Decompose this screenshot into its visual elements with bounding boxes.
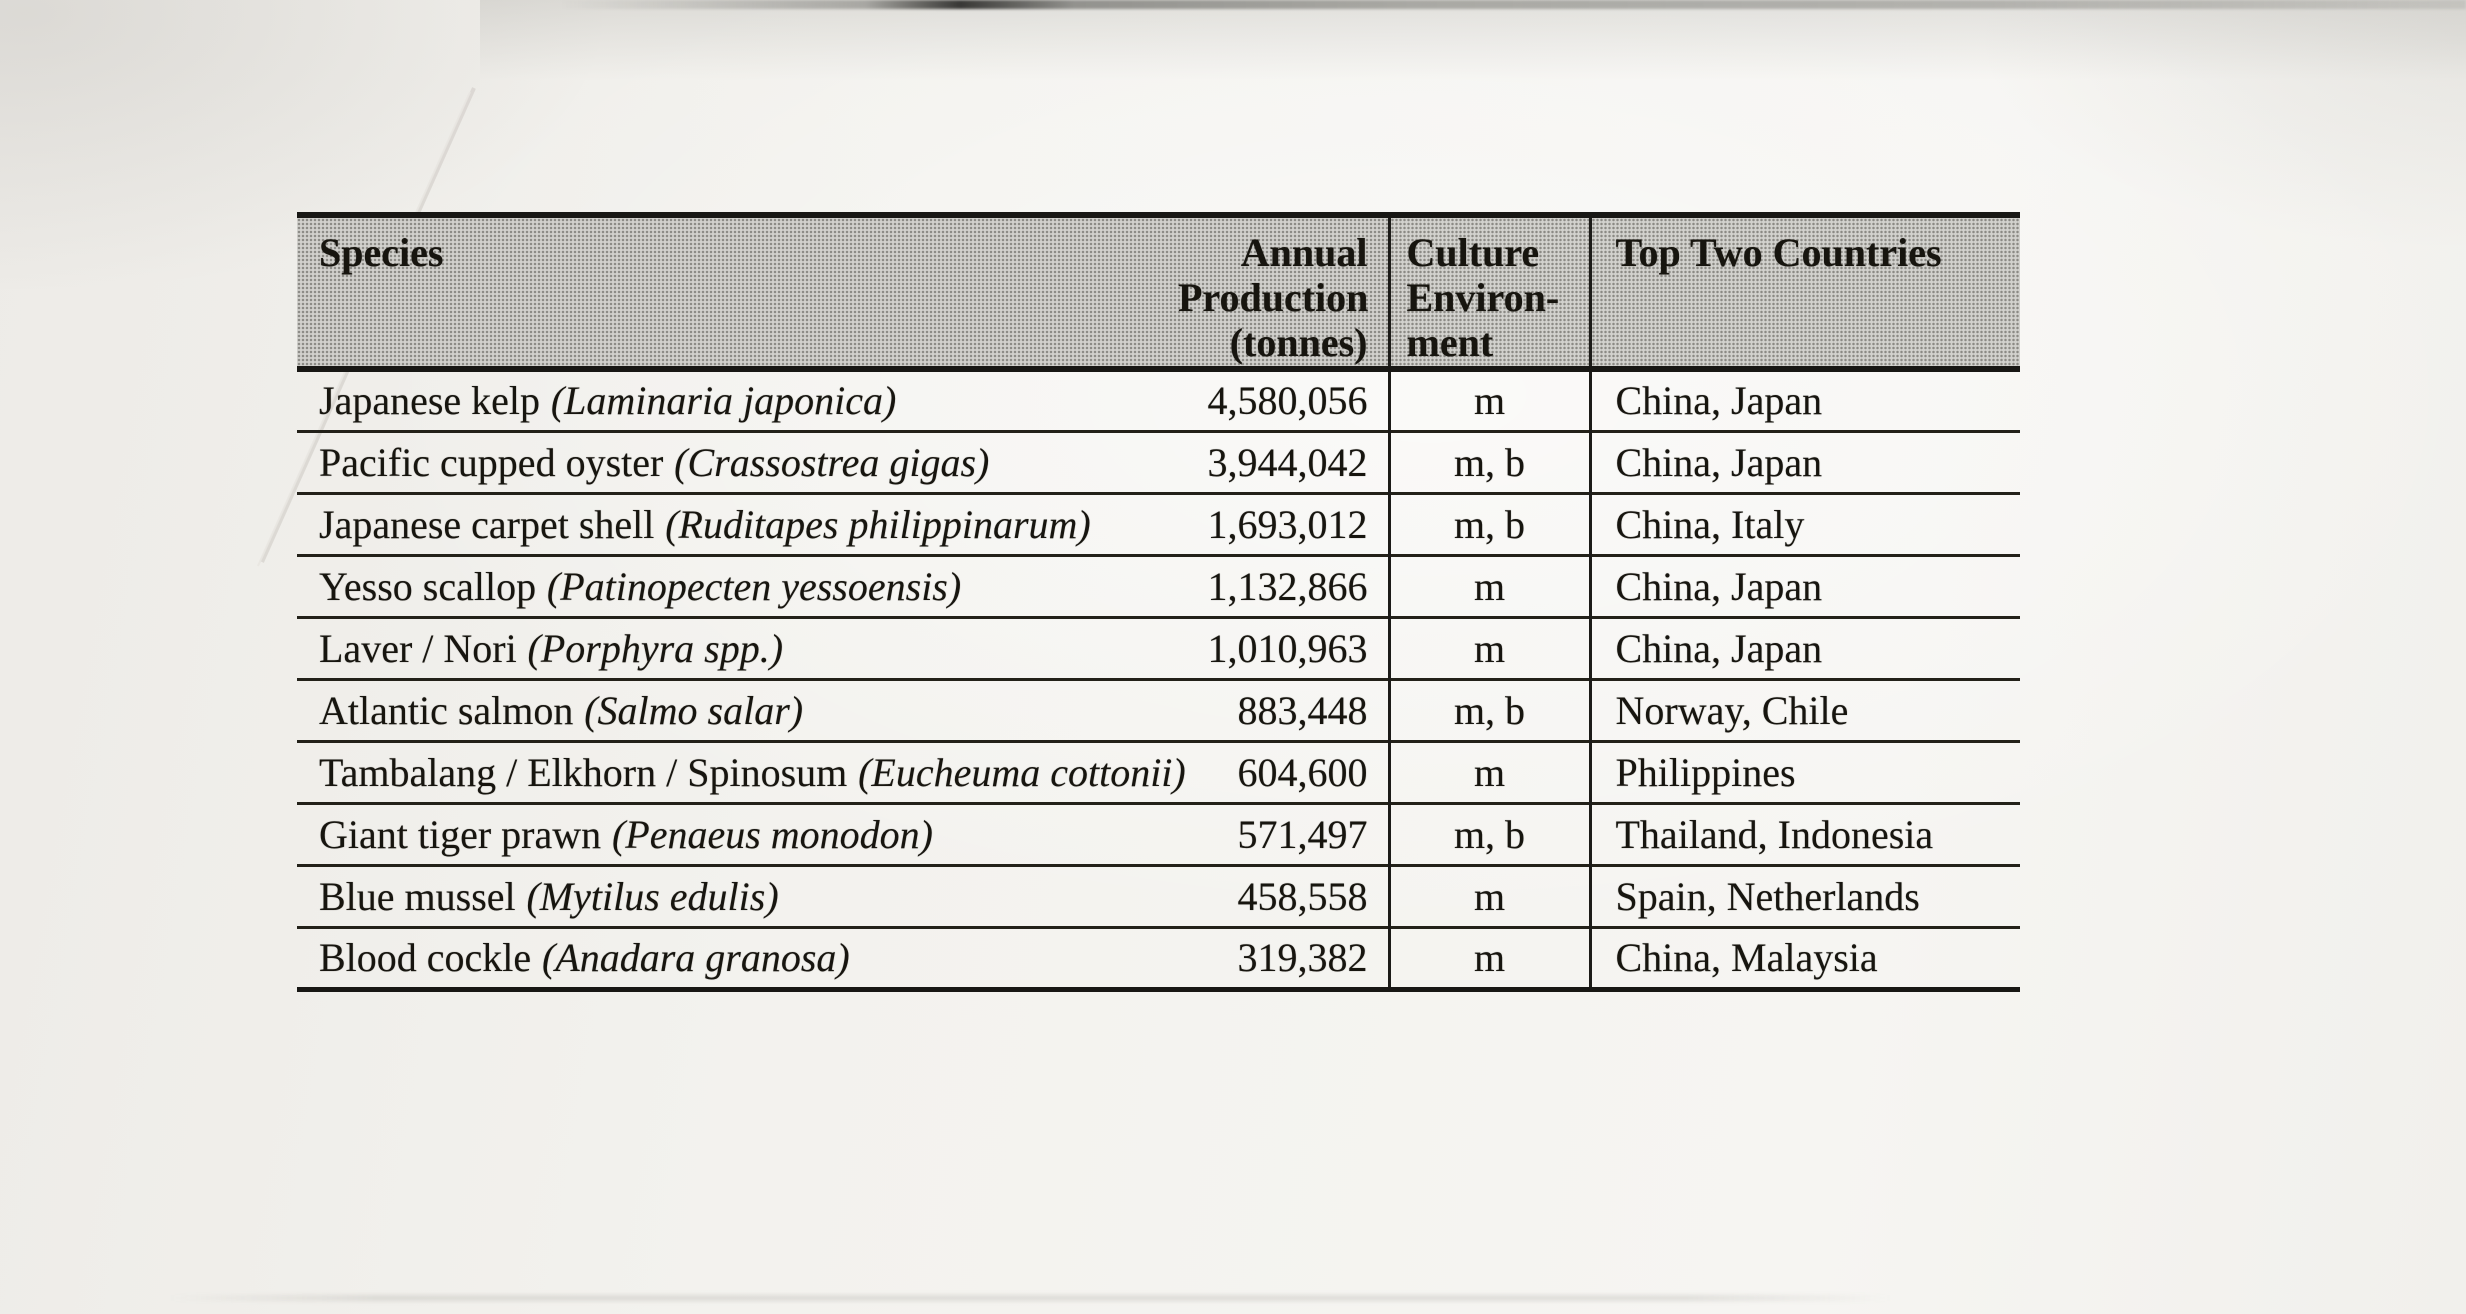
countries-cell: China, Japan — [1590, 431, 2020, 493]
species-scientific-name: (Anadara granosa) — [541, 935, 850, 980]
species-common-name: Japanese carpet shell — [319, 501, 655, 547]
culture-environment-cell: m, b — [1389, 679, 1590, 741]
table-row — [297, 741, 2020, 803]
culture-environment-cell: m — [1389, 741, 1590, 803]
culture-environment-cell: m, b — [1389, 493, 1590, 555]
species-scientific-name: (Laminaria japonica) — [550, 378, 897, 424]
countries-cell: China, Japan — [1590, 617, 2020, 679]
culture-environment-cell: m — [1389, 617, 1590, 679]
species-scientific-name: (Eucheuma cottonii) — [858, 749, 1186, 795]
aquaculture-production-table — [297, 212, 2020, 992]
scan-edge-dark-blob — [990, 0, 1150, 13]
species-common-name: Laver / Nori — [319, 625, 517, 671]
countries-cell: Thailand, Indonesia — [1590, 803, 2020, 865]
scan-shadow-top — [480, 0, 2466, 95]
culture-environment-cell: m — [1389, 555, 1590, 617]
species-scientific-name: (Ruditapes philippinarum) — [665, 501, 1091, 547]
header-line: Annual — [1240, 230, 1368, 275]
species-scientific-name: (Mytilus edulis) — [526, 873, 779, 919]
countries-cell: China, Malaysia — [1590, 927, 2020, 989]
header-line: Culture — [1406, 230, 1540, 275]
countries-cell: Norway, Chile — [1590, 679, 2020, 741]
scan-edge-smudge — [560, 0, 2466, 9]
species-common-name: Yesso scallop — [319, 563, 537, 609]
header-line: Environ- — [1406, 275, 1560, 320]
species-cell — [297, 679, 1177, 741]
countries-cell: Spain, Netherlands — [1590, 865, 2020, 927]
species-scientific-name: (Patinopecten yessoensis) — [546, 563, 962, 609]
culture-environment-cell: m — [1389, 369, 1590, 431]
table-row — [297, 865, 2020, 927]
column-header-top-two-countries: Top Two Countries — [1590, 215, 2020, 369]
header-row — [297, 215, 2020, 369]
culture-environment-cell: m, b — [1389, 803, 1590, 865]
species-scientific-name: (Penaeus monodon) — [611, 811, 933, 857]
species-scientific-name: (Salmo salar) — [584, 687, 804, 733]
species-cell — [297, 369, 1177, 431]
table-row — [297, 927, 2020, 989]
scan-shadow-bottom — [168, 1295, 1893, 1301]
countries-cell: Philippines — [1590, 741, 2020, 803]
species-common-name: Atlantic salmon — [319, 687, 574, 733]
table-row — [297, 803, 2020, 865]
species-common-name: Pacific cupped oyster — [319, 439, 664, 485]
species-cell — [297, 617, 1177, 679]
species-cell — [297, 493, 1177, 555]
culture-environment-cell: m — [1389, 865, 1590, 927]
header-line: (tonnes) — [1229, 320, 1368, 365]
countries-cell: China, Italy — [1590, 493, 2020, 555]
column-header-annual-production — [1177, 215, 1389, 369]
species-cell — [297, 927, 1177, 989]
species-cell — [297, 555, 1177, 617]
species-common-name: Blood cockle — [319, 935, 532, 980]
production-cell: 4,580,056 — [1207, 378, 1368, 424]
culture-environment-cell: m — [1389, 927, 1590, 989]
production-cell: 319,382 — [1177, 927, 1389, 989]
production-cell: 1,132,866 — [1177, 555, 1389, 617]
production-cell: 1,010,963 — [1177, 617, 1389, 679]
culture-environment-cell: m, b — [1389, 431, 1590, 493]
countries-cell: China, Japan — [1615, 378, 1823, 424]
countries-cell: China, Japan — [1590, 555, 2020, 617]
production-cell: 3,944,042 — [1177, 431, 1389, 493]
species-cell — [297, 865, 1177, 927]
production-cell: 883,448 — [1177, 679, 1389, 741]
column-header-culture-environment — [1389, 215, 1590, 369]
species-common-name: Giant tiger prawn — [319, 811, 602, 857]
production-cell: 1,693,012 — [1177, 493, 1389, 555]
species-cell — [297, 803, 1177, 865]
species-common-name: Blue mussel — [319, 873, 516, 919]
table-row — [297, 679, 2020, 741]
species-scientific-name: (Crassostrea gigas) — [674, 439, 990, 485]
species-common-name: Japanese kelp — [319, 378, 541, 424]
table-row — [297, 369, 2020, 431]
header-line: ment — [1406, 320, 1494, 365]
table-row — [297, 493, 2020, 555]
species-scientific-name: (Porphyra spp.) — [527, 625, 784, 671]
table-row — [297, 555, 2020, 617]
table-row — [297, 431, 2020, 493]
species-common-name: Tambalang / Elkhorn / Spinosum — [319, 749, 848, 795]
column-header-species: Species — [297, 215, 1177, 369]
species-cell — [297, 431, 1177, 493]
table-row — [297, 617, 2020, 679]
production-cell: 571,497 — [1177, 803, 1389, 865]
production-cell: 604,600 — [1177, 741, 1389, 803]
production-cell: 458,558 — [1177, 865, 1389, 927]
species-cell — [297, 741, 1186, 803]
header-line: Production — [1178, 275, 1369, 320]
